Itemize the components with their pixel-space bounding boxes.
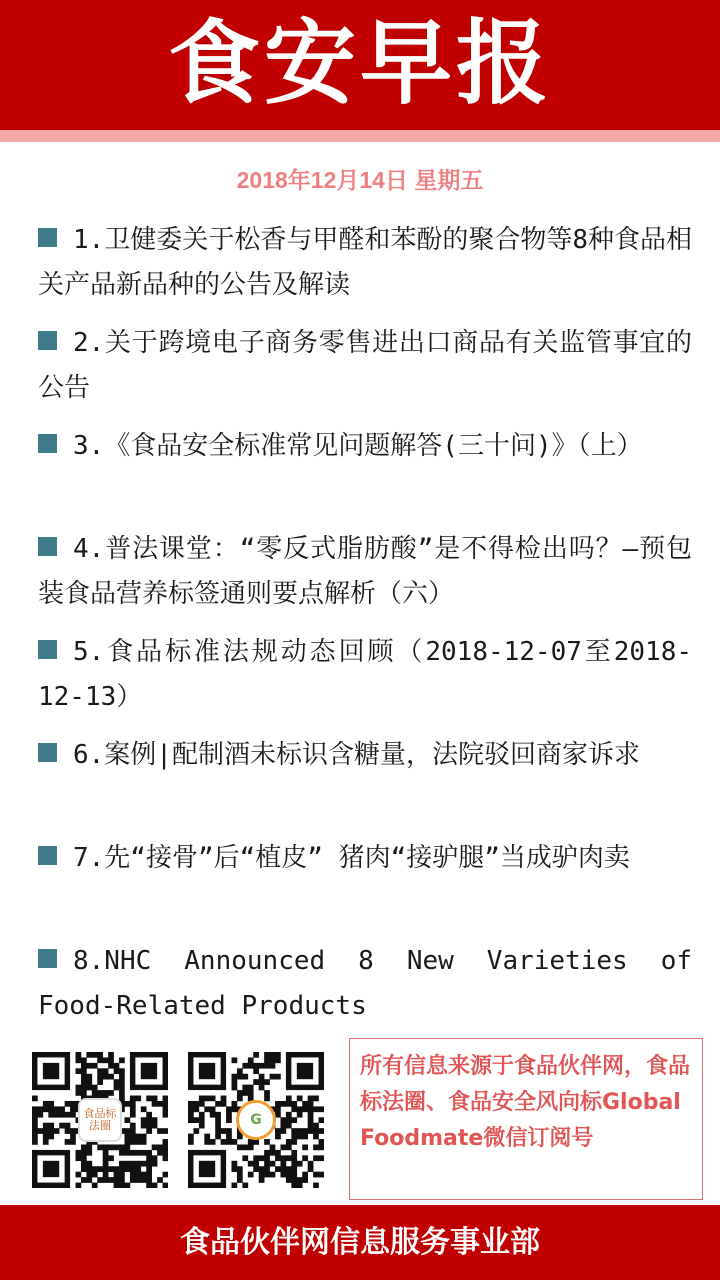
square-bullet-icon	[38, 846, 57, 865]
square-bullet-icon	[38, 949, 57, 968]
qr-logo-icon: G	[236, 1100, 276, 1140]
news-item-text: 5.食品标准法规动态回顾（2018-12-07至2018-12-13）	[38, 637, 692, 712]
square-bullet-icon	[38, 743, 57, 762]
square-bullet-icon	[38, 331, 57, 350]
qr-logo-icon: 食品标法圈	[78, 1098, 122, 1142]
news-item[interactable]	[38, 218, 692, 321]
square-bullet-icon	[38, 228, 57, 247]
news-item[interactable]	[38, 527, 692, 630]
news-item-text: 6.案例|配制酒未标识含糖量，法院驳回商家诉求	[73, 740, 640, 770]
news-item[interactable]	[38, 424, 692, 527]
news-item[interactable]	[38, 321, 692, 424]
news-item-text: 1.卫健委关于松香与甲醛和苯酚的聚合物等8种食品相关产品新品种的公告及解读	[38, 225, 692, 300]
news-item-text: 4.普法课堂：“零反式脂肪酸”是不得检出吗？—预包装食品营养标签通则要点解析（六）	[38, 534, 692, 609]
source-note-text: 所有信息来源于食品伙伴网，食品标法圈、食品安全风向标Global Foodmate微信订阅号	[360, 1054, 691, 1151]
footer-text: 食品伙伴网信息服务事业部	[180, 1225, 540, 1260]
news-list	[38, 218, 692, 1031]
news-item[interactable]	[38, 630, 692, 733]
square-bullet-icon	[38, 434, 57, 453]
square-bullet-icon	[38, 537, 57, 556]
publish-date: 2018年12月14日 星期五	[236, 167, 484, 193]
qr-code-icon	[188, 1052, 324, 1188]
page-title: 食安早报	[167, 10, 552, 117]
header-stripe	[0, 130, 720, 142]
news-item[interactable]	[38, 733, 692, 836]
news-item[interactable]	[38, 836, 692, 939]
qr-code-icon	[32, 1052, 168, 1188]
news-item-text: 7.先“接骨”后“植皮” 猪肉“接驴腿”当成驴肉卖	[73, 843, 630, 873]
news-item[interactable]	[38, 939, 692, 1031]
news-item-text: 8.NHC Announced 8 New Varieties of Food-Related Products	[38, 946, 692, 1021]
news-item-text: 2.关于跨境电子商务零售进出口商品有关监管事宜的公告	[38, 328, 692, 403]
source-note	[349, 1038, 703, 1200]
square-bullet-icon	[38, 640, 57, 659]
footer-banner	[0, 1205, 720, 1280]
header-banner	[0, 0, 720, 130]
news-item-text: 3.《食品安全标准常见问题解答(三十问)》（上）	[73, 431, 643, 461]
